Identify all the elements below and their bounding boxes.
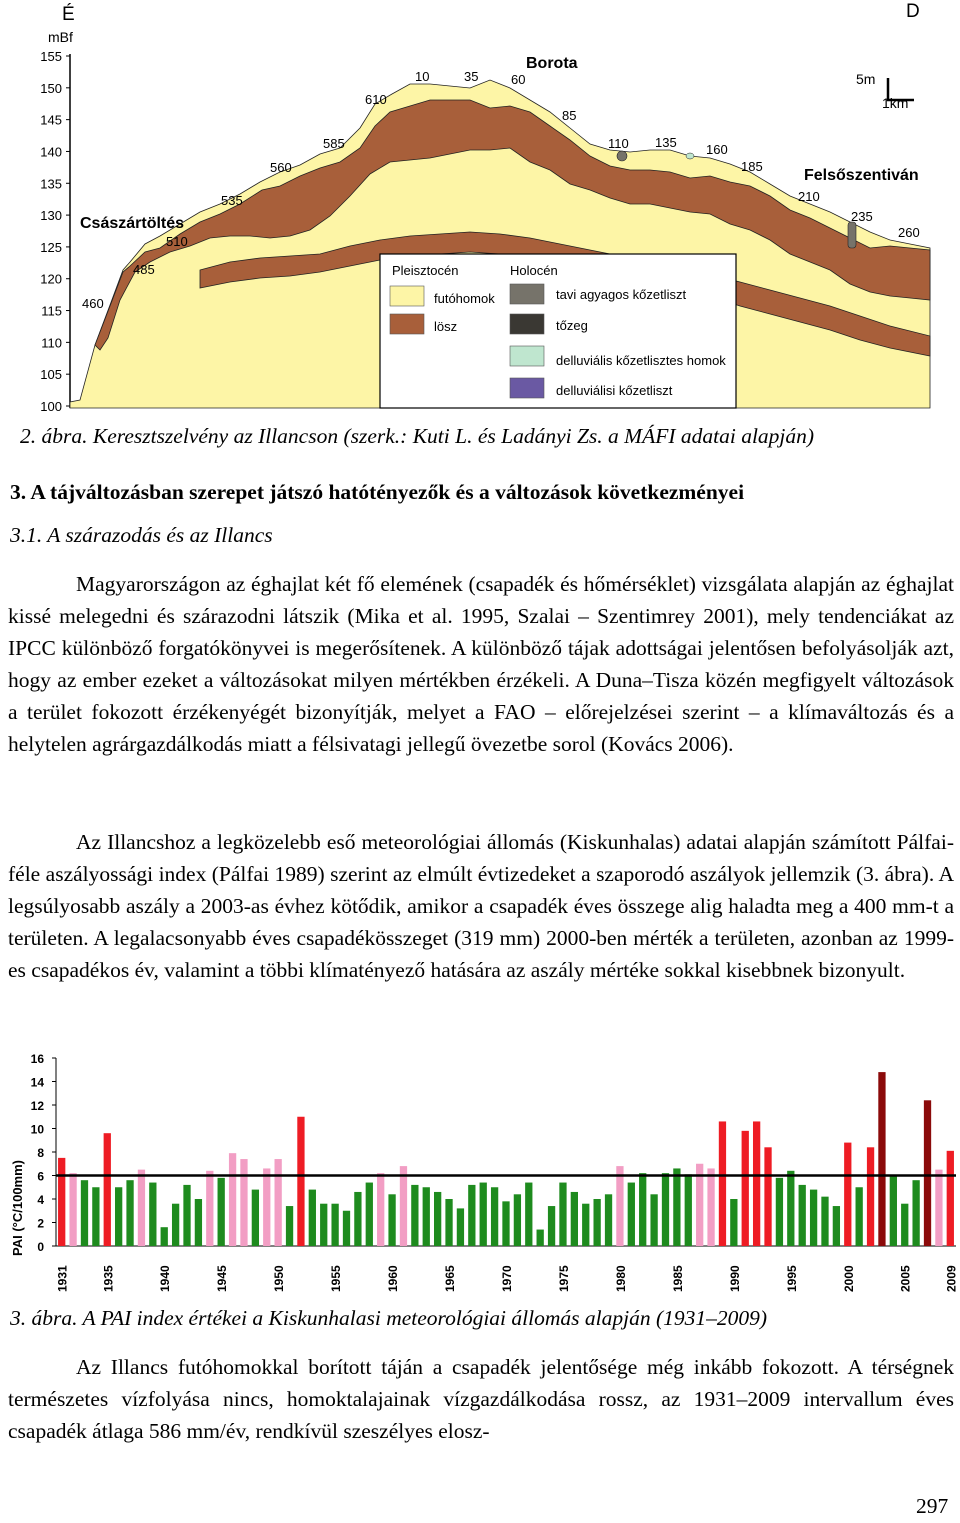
bar-1972: [525, 1183, 532, 1246]
bar-2008: [935, 1170, 942, 1246]
x-tick-label: 1965: [443, 1265, 457, 1292]
point-label: 485: [133, 262, 155, 277]
y-tick-label: 105: [40, 367, 62, 383]
direction-right-label: D: [906, 1, 920, 22]
bar-1988: [707, 1168, 714, 1246]
legend-group-pleisztocen: Pleisztocén: [392, 263, 459, 278]
point-label: 160: [706, 142, 728, 157]
bar-1936: [115, 1187, 122, 1246]
subsection-heading: 3.1. A szárazodás és az Illancs: [10, 523, 273, 547]
bar-1977: [582, 1204, 589, 1246]
bar-1942: [183, 1185, 190, 1246]
cross-section-svg: [0, 0, 960, 415]
unit-label: mBf: [48, 29, 73, 45]
bar-1999: [833, 1206, 840, 1246]
bar-1937: [126, 1180, 133, 1246]
bar-1952: [297, 1117, 304, 1246]
legend-label-futohomok: futóhomok: [434, 291, 495, 306]
point-label: 10: [415, 69, 430, 84]
point-label: 610: [365, 92, 387, 107]
place-left: Császártöltés: [80, 215, 185, 232]
bar-1968: [480, 1183, 487, 1246]
y-tick-label: 8: [37, 1146, 44, 1160]
bar-1993: [764, 1147, 771, 1246]
bar-1931: [58, 1158, 65, 1246]
bar-2009: [947, 1151, 954, 1246]
legend-swatch-tozeg: [510, 314, 544, 334]
bar-1976: [571, 1192, 578, 1246]
bar-1935: [104, 1133, 111, 1246]
bar-1981: [628, 1183, 635, 1246]
figure-2-caption: 2. ábra. Keresztszelvény az Illancson (szerk.: Kuti L. és Ladányi Zs. a MÁFI adatai alapján): [20, 424, 815, 448]
x-tick-label: 1940: [158, 1265, 173, 1292]
x-tick-label: 1931: [55, 1265, 70, 1292]
y-tick-label: 6: [37, 1169, 44, 1184]
bar-2001: [856, 1187, 863, 1246]
legend-group-holocen: Holocén: [510, 263, 558, 278]
y-tick-label: 135: [40, 176, 62, 192]
bar-2002: [867, 1147, 874, 1246]
point-label: 185: [741, 159, 763, 174]
bar-1934: [92, 1187, 99, 1246]
bar-1961: [400, 1166, 407, 1246]
legend-swatch-tavi: [510, 284, 544, 304]
point-label: 135: [655, 135, 677, 150]
y-tick-label: 12: [30, 1099, 44, 1113]
bar-1960: [388, 1194, 395, 1246]
bar-2003: [878, 1072, 885, 1246]
legend-label-losz: lösz: [434, 319, 458, 334]
x-tick-label: 2000: [841, 1265, 856, 1292]
bar-1983: [650, 1194, 657, 1246]
direction-left-label: É: [62, 4, 75, 25]
point-label: 460: [82, 296, 104, 311]
bar-1941: [172, 1204, 179, 1246]
y-tick-label: 115: [41, 303, 62, 319]
bar-1984: [662, 1173, 669, 1246]
x-tick-label: 1975: [557, 1265, 571, 1292]
bar-1959: [377, 1173, 384, 1246]
bar-1949: [263, 1168, 270, 1246]
place-right: Felsőszentiván: [804, 167, 919, 184]
bar-2007: [924, 1100, 931, 1246]
bar-1966: [457, 1208, 464, 1246]
bar-1973: [537, 1230, 544, 1246]
bar-1945: [218, 1178, 225, 1246]
point-label: 210: [798, 189, 820, 204]
tavi-deposit-2: [848, 222, 856, 248]
bar-1951: [286, 1206, 293, 1246]
legend-label-delluvialis-homok: delluviális kőzetlisztes homok: [556, 353, 726, 368]
legend-label-delluvialis-koz: delluviálisi kőzetliszt: [556, 383, 673, 398]
bar-1953: [309, 1190, 316, 1246]
bar-1946: [229, 1153, 236, 1246]
y-tick-label: 100: [40, 399, 62, 414]
x-tick-label: 1955: [329, 1265, 344, 1292]
point-label: 260: [898, 225, 920, 240]
legend-swatch-losz: [390, 314, 424, 334]
bar-1940: [161, 1227, 168, 1246]
bar-1938: [138, 1170, 145, 1246]
bar-1933: [81, 1180, 88, 1246]
bar-1980: [616, 1166, 623, 1246]
y-tick-label: 0: [37, 1240, 44, 1254]
x-tick-label: 1945: [215, 1265, 230, 1292]
bar-1986: [685, 1174, 692, 1246]
page-number: 297: [916, 1494, 949, 1518]
y-tick-label: 155: [40, 49, 62, 64]
section-heading: 3. A tájváltozásban szerepet játszó hatótényezők és a változások következményei: [10, 480, 745, 504]
bar-1979: [605, 1194, 612, 1246]
point-label: 110: [608, 136, 629, 151]
bar-1955: [331, 1204, 338, 1246]
point-label: 535: [221, 193, 243, 208]
bar-1964: [434, 1192, 441, 1246]
point-label: 560: [270, 160, 292, 175]
paragraph-3: Az Illancs futóhomokkal borított táján a csapadék jelentősége még inkább fokozott. A térségnek természetes vízfolyása nincs, homoktalajainak vízgazdálkodása rossz, az 1931–2009 intervallum éves csapadék átlaga 586 mm/év, rendkívül szeszélyes elosz-: [8, 1355, 954, 1443]
bar-1948: [252, 1190, 259, 1246]
bar-1950: [275, 1159, 282, 1246]
y-tick-label: 14: [30, 1075, 44, 1090]
bar-1974: [548, 1206, 555, 1246]
x-tick-label: 1970: [500, 1265, 514, 1292]
y-axis-ticks: [40, 49, 70, 414]
bar-1967: [468, 1185, 475, 1246]
bar-1939: [149, 1183, 156, 1246]
bar-1997: [810, 1190, 817, 1246]
bar-1985: [673, 1168, 680, 1246]
bar-1965: [445, 1199, 452, 1246]
bar-1958: [366, 1183, 373, 1246]
x-tick-label: 1990: [727, 1265, 742, 1292]
legend-label-tavi: tavi agyagos kőzetliszt: [556, 287, 687, 302]
bar-1957: [354, 1192, 361, 1246]
bar-1994: [776, 1178, 783, 1246]
paragraph-1: Magyarországon az éghajlat két fő elemének (csapadék és hőmérséklet) vizsgálata alapján az éghajlat kissé melegedni és szárazodni látszik (Mika et al. 1995, Szalai – Szentimrey 2001), mely tendenciákat az IPCC különböző forgatókönyvei is megerősítenek. A különböző tájak adottságai jelentősen befolyásolják azt, hogy az ember ezeket a változásokat milyen mértékben érzékeli. A Duna–Tisza közén megfigyelt változások a terület fokozott érzékenyégét bizonyítják, melyet a FAO – előrejelzései szerint – a klímaváltozás és a helytelen agrárgazdálkodás miatt a félsivatagi jellegű övezetbe sorol (Kovács 2006).: [8, 572, 954, 756]
x-tick-label: 1985: [670, 1265, 685, 1292]
bar-2005: [901, 1204, 908, 1246]
bar-1996: [799, 1185, 806, 1246]
figure-3-caption: 3. ábra. A PAI index értékei a Kiskunhalasi meteorológiai állomás alapján (1931–2009): [10, 1306, 768, 1330]
bar-1943: [195, 1199, 202, 1246]
legend-swatch-delluvialis-homok: [510, 346, 544, 366]
bar-1992: [753, 1121, 760, 1246]
bar-1978: [593, 1199, 600, 1246]
y-tick-label: 145: [40, 112, 62, 128]
legend-label-tozeg: tőzeg: [556, 318, 588, 333]
bar-2004: [890, 1176, 897, 1247]
x-tick-label: 1960: [386, 1265, 401, 1292]
bar-1956: [343, 1211, 350, 1246]
bar-1990: [730, 1199, 737, 1246]
y-axis-label: PAI (°C/100mm): [10, 1160, 25, 1256]
y-tick-label: 110: [41, 335, 62, 351]
scale-horizontal-label: 1km: [882, 95, 909, 111]
y-tick-label: 130: [40, 208, 62, 224]
x-tick-label: 2009: [944, 1265, 959, 1292]
bar-1932: [69, 1173, 76, 1246]
tavi-deposit-1: [617, 151, 627, 161]
scale-vertical-label: 5m: [856, 71, 876, 87]
point-label: 235: [851, 209, 873, 224]
bar-1970: [502, 1201, 509, 1246]
y-tick-label: 125: [40, 239, 62, 255]
bar-2000: [844, 1143, 851, 1246]
legend-swatch-futohomok: [390, 286, 424, 306]
bar-1944: [206, 1171, 213, 1246]
cross-section-figure: [0, 0, 960, 415]
x-tick-label: 2005: [898, 1265, 913, 1292]
y-tick-label: 4: [37, 1193, 44, 1207]
place-middle: Borota: [526, 55, 578, 72]
bar-1995: [787, 1171, 794, 1246]
bar-1998: [821, 1197, 828, 1246]
point-label: 585: [323, 136, 345, 151]
bar-1963: [423, 1187, 430, 1246]
delluvialis-deposit: [686, 153, 694, 159]
y-tick-label: 2: [37, 1216, 44, 1231]
bar-1969: [491, 1187, 498, 1246]
bar-2006: [912, 1180, 919, 1246]
point-label: 510: [166, 234, 188, 249]
paragraph-2: Az Illancshoz a legközelebb eső meteorológiai állomás (Kiskunhalas) adatai alapján számított Pálfai-féle aszályossági index (Pálfai 1989) szerint az elmúlt évtizedeket a szaporodó aszályok jellemzik (3. ábra). A legsúlyosabb aszály a 2003-as évhez kötődik, amikor a csapadék éves összege alig haladta meg a 400 mm-t a területen. A legalacsonyabb éves csapadékösszeget (319 mm) 2000-ben mérték a területen, azonban az 1999-es csapadékos év, valamint a többi klímatényező hatására az aszály mértéke sokkal kisebbnek bizonyult.: [8, 830, 954, 982]
pai-chart-container: [0, 1048, 960, 1298]
bar-1982: [639, 1173, 646, 1246]
x-tick-label: 1935: [101, 1265, 116, 1292]
bar-1989: [719, 1121, 726, 1246]
y-tick-label: 140: [40, 144, 62, 160]
bar-1962: [411, 1185, 418, 1246]
point-label: 35: [464, 69, 479, 84]
y-tick-label: 10: [30, 1122, 44, 1137]
bar-1971: [514, 1194, 521, 1246]
x-tick-label: 1980: [613, 1265, 628, 1292]
bar-1947: [240, 1159, 247, 1246]
bar-1975: [559, 1183, 566, 1246]
x-tick-label: 1950: [272, 1265, 287, 1292]
y-tick-label: 150: [40, 80, 62, 96]
legend-swatch-delluvialis-koz: [510, 378, 544, 398]
legend: [380, 254, 736, 408]
x-tick-label: 1995: [784, 1265, 799, 1292]
point-label: 60: [511, 72, 526, 87]
y-tick-label: 16: [30, 1052, 44, 1066]
bar-1991: [742, 1131, 749, 1246]
bar-1954: [320, 1204, 327, 1246]
pai-chart: [0, 1048, 960, 1298]
y-tick-label: 120: [40, 271, 62, 287]
point-label: 85: [562, 108, 577, 123]
